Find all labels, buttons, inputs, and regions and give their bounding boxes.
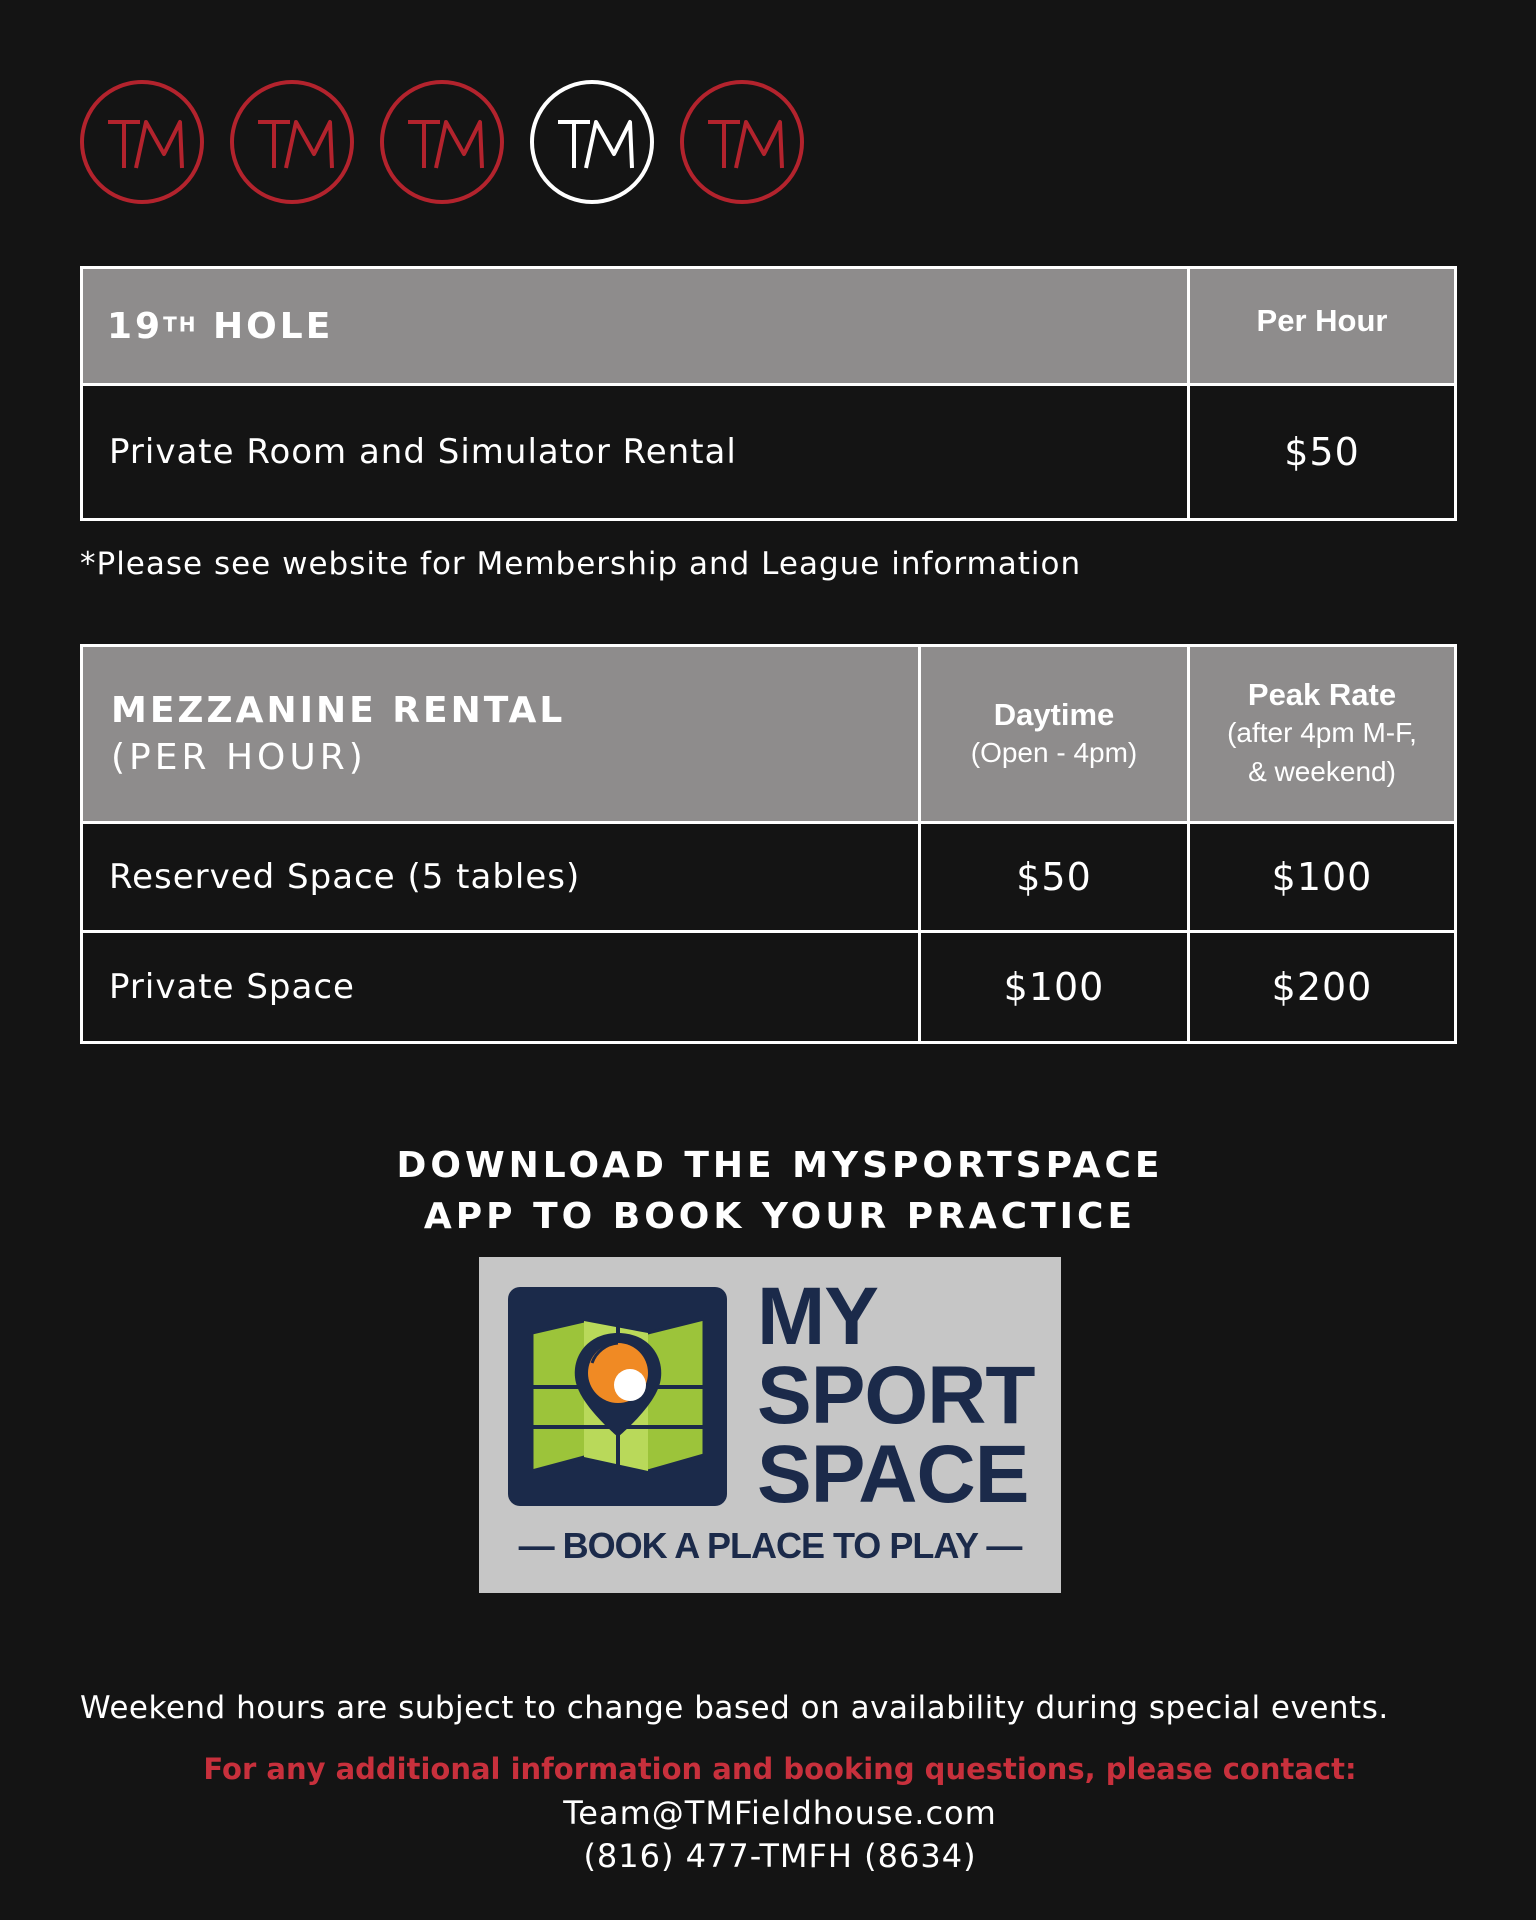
- simulator-rental-label: Private Room and Simulator Rental: [82, 385, 1189, 520]
- membership-note: *Please see website for Membership and League information: [80, 546, 1082, 582]
- reserved-space-daytime-price: $50: [920, 823, 1189, 932]
- download-heading: DOWNLOAD THE MYSPORTSPACE APP TO BOOK YOUR PRACTICE: [396, 1145, 1164, 1237]
- peak-rate-header: Peak Rate (after 4pm M-F, & weekend): [1189, 646, 1456, 823]
- mysportspace-app-badge[interactable]: [479, 1257, 1061, 1593]
- weekend-hours-note: Weekend hours are subject to change based on availability during special events.: [80, 1690, 1389, 1726]
- tm-logo-icon: [228, 78, 356, 206]
- private-space-daytime-price: $100: [920, 932, 1189, 1043]
- contact-email-link[interactable]: Team@TMFieldhouse.com: [563, 1794, 997, 1832]
- reserved-space-peak-price: $100: [1189, 823, 1456, 932]
- per-hour-header: Per Hour: [1189, 268, 1456, 385]
- nineteenth-hole-title: 19TH HOLE: [82, 268, 1189, 385]
- app-name: MY SPORT SPACE: [757, 1271, 1035, 1520]
- table-row: [82, 932, 1456, 1043]
- mezzanine-title: MEZZANINE RENTAL (PER HOUR): [82, 646, 920, 823]
- daytime-header: Daytime (Open - 4pm): [920, 646, 1189, 823]
- contact-label: For any additional information and booking questions, please contact:: [203, 1752, 1357, 1786]
- contact-phone-link[interactable]: (816) 477-TMFH (8634): [583, 1837, 977, 1875]
- tm-logo-icon: [78, 78, 206, 206]
- tm-logo-icon: [678, 78, 806, 206]
- simulator-rental-price: $50: [1189, 385, 1456, 520]
- mezzanine-table: [80, 644, 1457, 1044]
- table-row: [82, 823, 1456, 932]
- app-tagline: — BOOK A PLACE TO PLAY —: [518, 1525, 1022, 1566]
- tm-logo-icon: [378, 78, 506, 206]
- tm-logo-icon: [528, 78, 656, 206]
- reserved-space-label: Reserved Space (5 tables): [82, 823, 920, 932]
- logo-row: [78, 78, 806, 206]
- nineteenth-hole-table: [80, 266, 1457, 521]
- map-pin-icon: [508, 1287, 727, 1506]
- private-space-peak-price: $200: [1189, 932, 1456, 1043]
- private-space-label: Private Space: [82, 932, 920, 1043]
